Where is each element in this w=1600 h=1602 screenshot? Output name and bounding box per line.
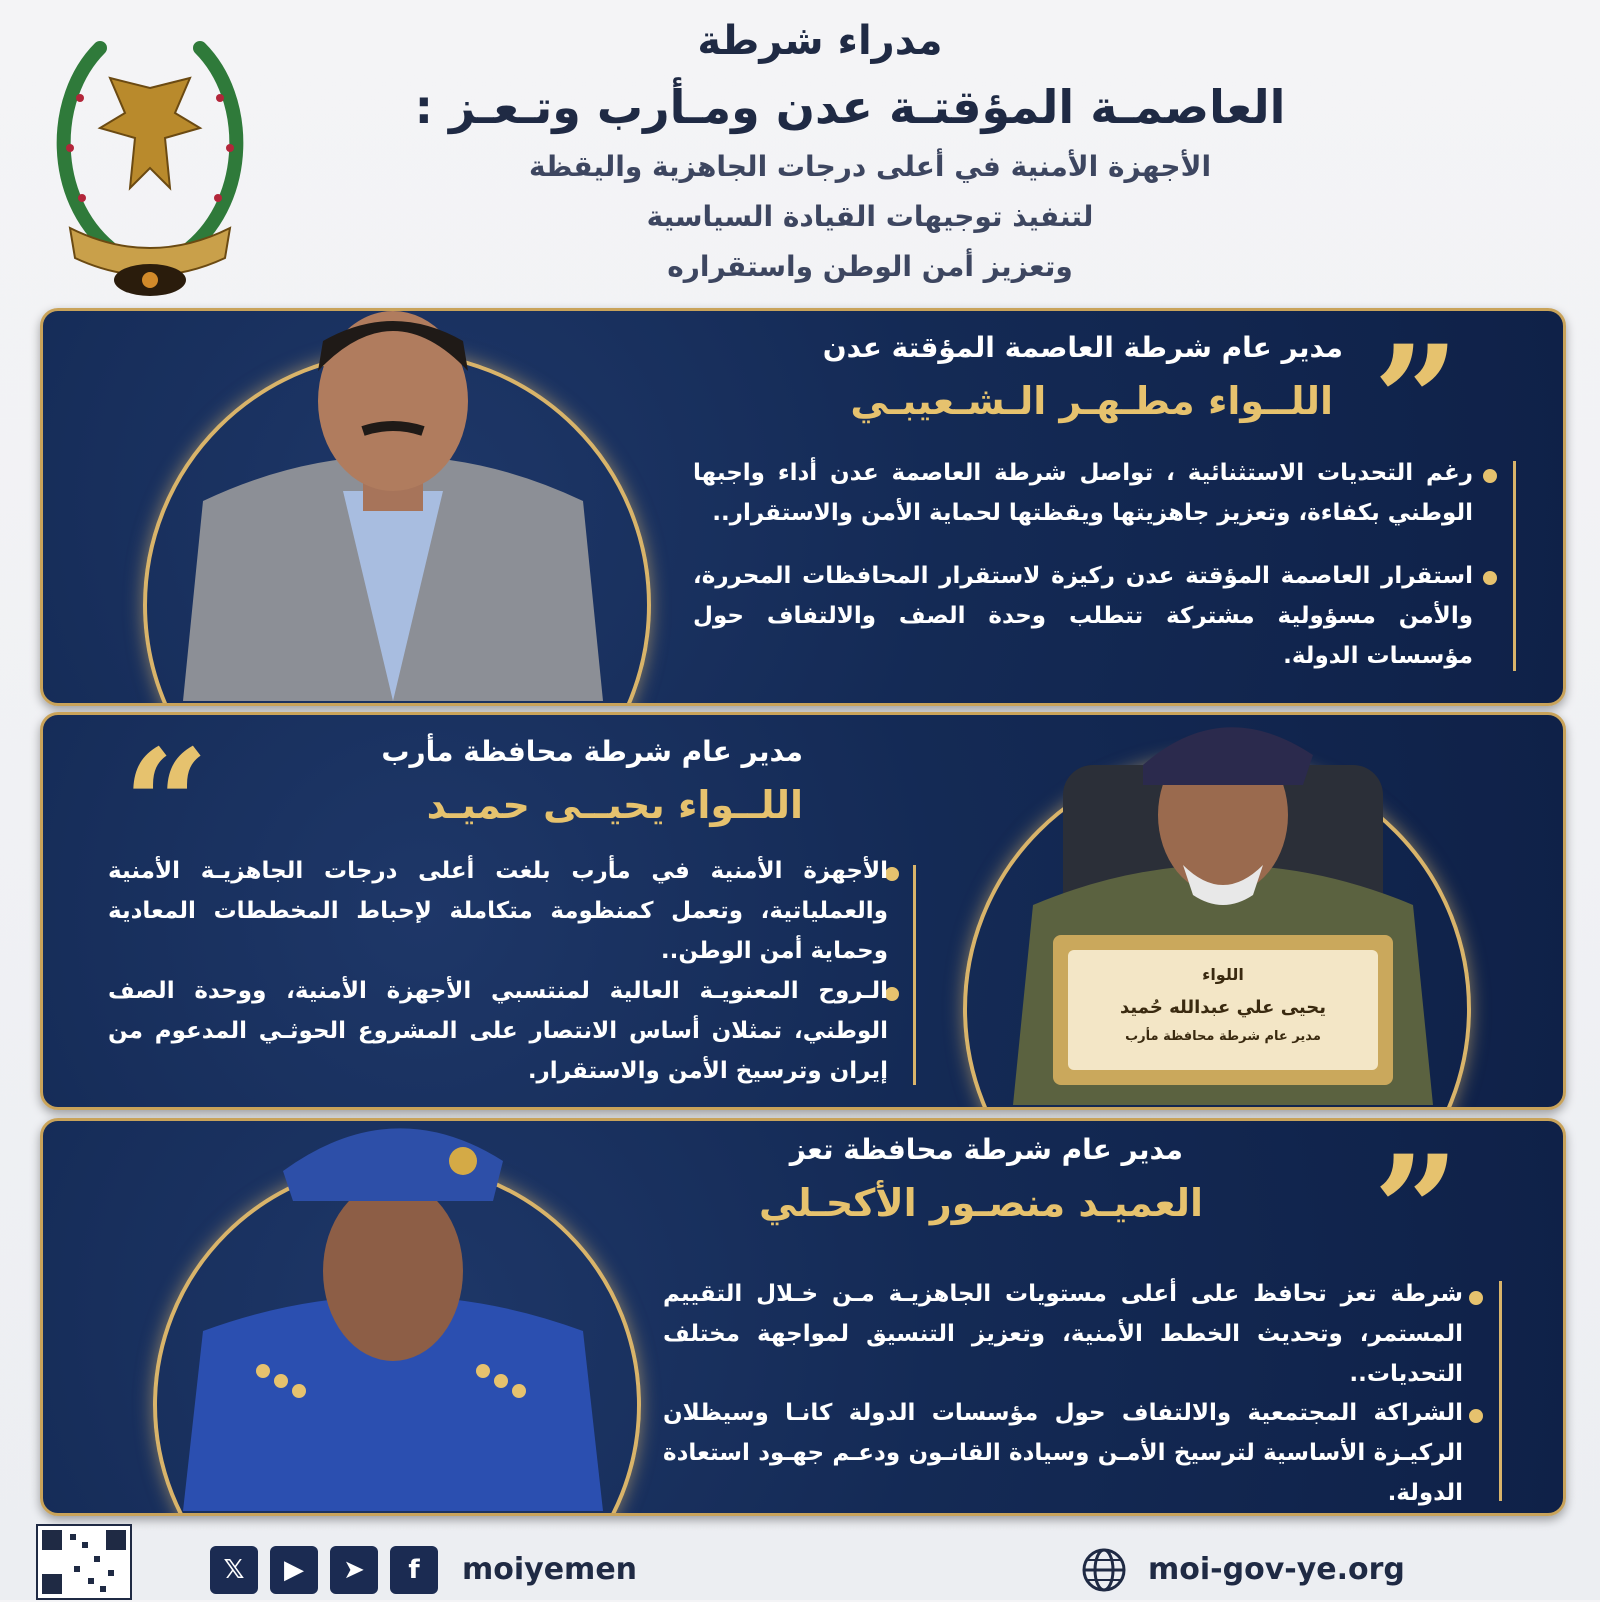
facebook-icon[interactable]: f (390, 1546, 438, 1594)
card-bullet-2: استقرار العاصمة المؤقتة عدن ركيزة لاستقرار المحافظات المحررة، والأمن مسؤولية مشتركة تتطلب وحدة الصف والالتفاف حول مؤسسات الدولة. (693, 563, 1473, 669)
card-role: مدير عام شرطة محافظة مأرب (381, 735, 803, 768)
telegram-icon[interactable]: ➤ (330, 1546, 378, 1594)
subtitle-line2: لتنفيذ توجيهات القيادة السياسية (646, 200, 1094, 233)
youtube-icon[interactable]: ▶ (270, 1546, 318, 1594)
card-role: مدير عام شرطة العاصمة المؤقتة عدن (822, 331, 1343, 364)
nameplate-name: يحيى علي عبدالله حُميد (1120, 997, 1326, 1018)
card-name: اللــواء مطـهـر الـشـعيبـي (850, 379, 1333, 423)
card-bullet-1: الأجهزة الأمنية في مأرب بلغت أعلى درجات الجاهزيـة الأمنية والعملياتية، وتعمل كمنظومة متكاملة لإحباط المخططات المعادية وحماية أمن الوطن.. (108, 858, 888, 964)
ministry-emblem (40, 18, 260, 308)
bullet-dot (1483, 469, 1497, 483)
portrait-taiz (163, 1118, 623, 1511)
bullet-dot (1469, 1291, 1483, 1305)
x-icon[interactable]: 𝕏 (210, 1546, 258, 1594)
nameplate-position: مدير عام شرطة محافظة مأرب (1125, 1029, 1321, 1044)
card-taiz (40, 1118, 1566, 1516)
globe-icon (1080, 1546, 1128, 1594)
quote-mark-icon: ” (1373, 1123, 1460, 1299)
card-name: اللــواء يحيــى حميـد (426, 783, 803, 827)
website-link[interactable]: moi-gov-ye.org (1148, 1552, 1405, 1587)
card-marib (40, 712, 1566, 1110)
page-title-line1: مدراء شرطة (697, 18, 943, 64)
portrait-aden (163, 308, 623, 701)
divider-line (1499, 1281, 1502, 1501)
page-title-line2: العاصمـة المؤقتـة عدن ومـأرب وتـعـز : (414, 80, 1286, 134)
subtitle-line3: وتعزيز أمن الوطن واستقراره (667, 250, 1073, 283)
card-bullet-1: شرطة تعز تحافظ على أعلى مستويات الجاهزيـة مـن خـلال التقييم المستمر، وتحديث الخطط الأمنية، وتعزيز التنسيق لمواجهة مختلف التحديات.. (663, 1281, 1463, 1387)
portrait-marib (993, 712, 1453, 1105)
card-bullet-1: رغم التحديات الاستثنائية ، تواصل شرطة العاصمة عدن أداء واجبها الوطني بكفاءة، وتعزيز جاهزيتها ويقظتها لحماية الأمن والاستقرار.. (693, 460, 1473, 526)
social-handle[interactable]: moiyemen (462, 1552, 638, 1587)
divider-line (913, 865, 916, 1085)
card-role: مدير عام شرطة محافظة تعز (789, 1133, 1183, 1166)
subtitle-line1: الأجهزة الأمنية في أعلى درجات الجاهزية واليقظة (528, 150, 1212, 183)
card-name: العميـد منصـور الأكحـلي (758, 1181, 1203, 1225)
quote-mark-icon: ” (1373, 313, 1460, 489)
card-bullet-2: الشراكة المجتمعية والالتفاف حول مؤسسات الدولة كانـا وسيظلان الركيـزة الأساسية لترسيخ الأمـن وسيادة القانـون ودعـم جهـود استعادة الدولة. (663, 1400, 1463, 1506)
nameplate-title: اللواء (1202, 965, 1244, 984)
bullet-dot (1483, 571, 1497, 585)
qr-code (36, 1524, 132, 1600)
card-bullet-2: الـروح المعنويـة العالية لمنتسبي الأجهزة الأمنية، ووحدة الصف الوطني، تمثلان أساس الانتصار على المشروع الحوثـي المدعوم من إيران وترسيخ الأمن والاستقرار. (108, 978, 888, 1084)
bullet-dot (1469, 1409, 1483, 1423)
card-aden (40, 308, 1566, 706)
divider-line (1513, 461, 1516, 671)
quote-mark-icon: “ (123, 717, 210, 893)
